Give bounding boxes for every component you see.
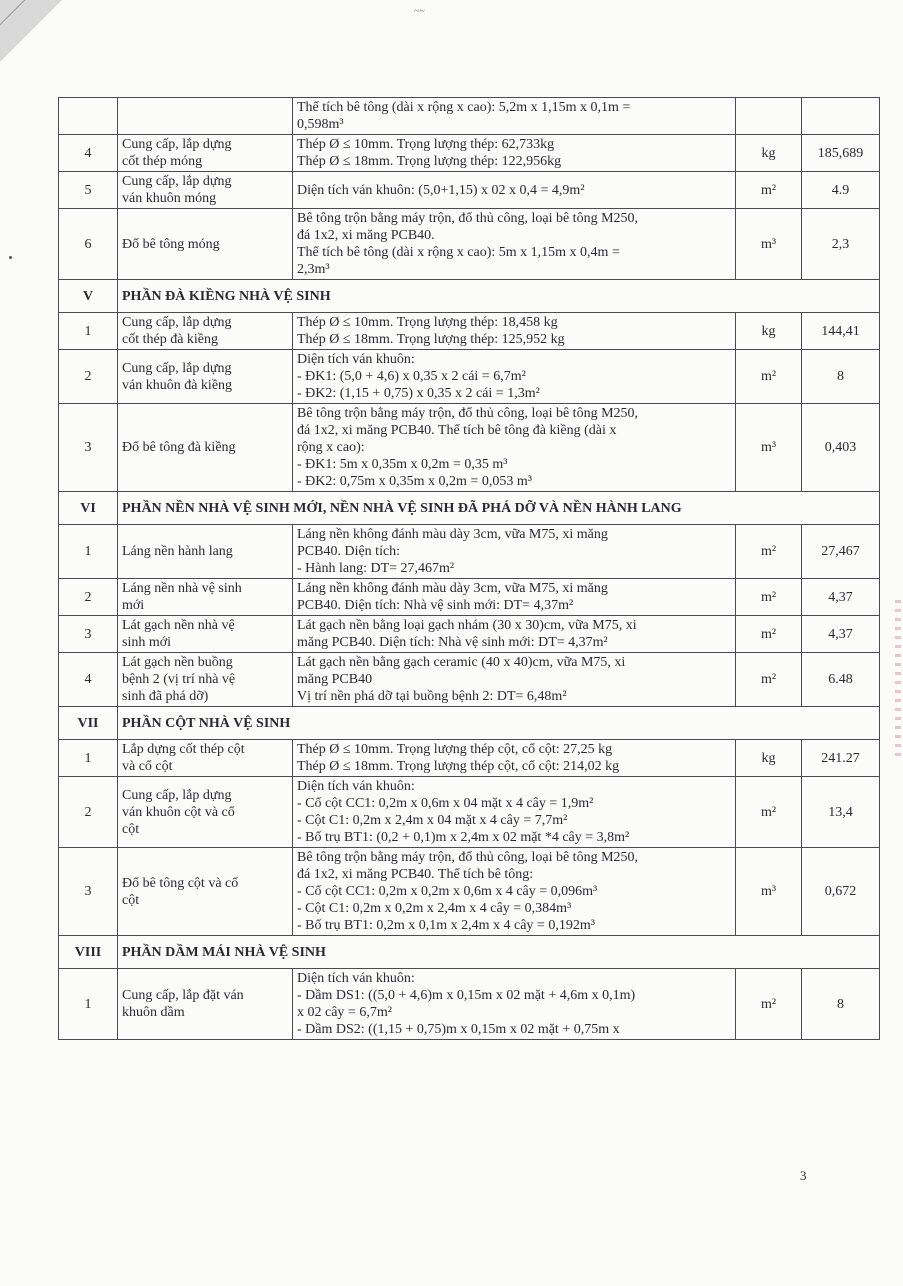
work-item-name bbox=[118, 172, 293, 209]
quantity-cell: 4,37 bbox=[802, 616, 880, 653]
table-row bbox=[59, 777, 880, 848]
description-line: Láng nền không đánh màu dày 3cm, vữa M75, xi măng bbox=[297, 581, 608, 596]
section-number: VI bbox=[59, 492, 118, 525]
table-row bbox=[59, 653, 880, 707]
description-line: Thép Ø ≤ 10mm. Trọng lượng thép: 62,733kg bbox=[297, 137, 555, 152]
work-item-name-line: ván khuôn móng bbox=[122, 191, 217, 206]
description-line: - ĐK1: (5,0 + 4,6) x 0,35 x 2 cái = 6,7m² bbox=[297, 369, 526, 384]
scan-mark: ~~ bbox=[414, 6, 425, 17]
work-item-name-line: Lát gạch nền buồng bbox=[122, 655, 233, 670]
page-number: 3 bbox=[800, 1168, 807, 1183]
table-row bbox=[59, 172, 880, 209]
table-body bbox=[59, 98, 880, 1040]
description-line: Bê tông trộn bằng máy trộn, đổ thủ công, loại bê tông M250, bbox=[297, 211, 639, 226]
work-item-description bbox=[293, 404, 736, 492]
description-line: PCB40. Diện tích: bbox=[297, 544, 401, 559]
unit-cell bbox=[736, 98, 802, 135]
item-number: 2 bbox=[59, 579, 118, 616]
work-item-name-line: cốt thép đà kiềng bbox=[122, 332, 219, 347]
section-title: PHẦN CỘT NHÀ VỆ SINH bbox=[118, 707, 880, 740]
quantity-cell: 185,689 bbox=[802, 135, 880, 172]
work-item-name-line: ván khuôn cột và cổ bbox=[122, 804, 235, 820]
section-number: VIII bbox=[59, 936, 118, 969]
description-line: - Cổ cột CC1: 0,2m x 0,2m x 0,6m x 4 cây = 0,096m³ bbox=[297, 884, 598, 899]
work-item-description bbox=[293, 525, 736, 579]
unit-cell: m³ bbox=[736, 848, 802, 936]
quantity-cell bbox=[802, 98, 880, 135]
work-item-name-line: và cổ cột bbox=[122, 759, 173, 774]
work-item-description bbox=[293, 616, 736, 653]
quantity-cell: 13,4 bbox=[802, 777, 880, 848]
work-item-name bbox=[118, 777, 293, 848]
description-line: Diện tích ván khuôn: bbox=[297, 352, 415, 367]
description-line: Thép Ø ≤ 10mm. Trọng lượng thép cột, cổ cột: 27,25 kg bbox=[297, 742, 613, 757]
description-line: rộng x cao): bbox=[297, 440, 365, 455]
work-item-name bbox=[118, 98, 293, 135]
work-item-name-line: ván khuôn đà kiềng bbox=[122, 377, 233, 393]
description-line: Thể tích bê tông (dài x rộng x cao): 5m x 1,15m x 0,4m = bbox=[297, 245, 620, 260]
item-number: 3 bbox=[59, 404, 118, 492]
description-line: PCB40. Diện tích: Nhà vệ sinh mới: DT= 4,37m² bbox=[297, 598, 574, 613]
table-row bbox=[59, 350, 880, 404]
work-item-name bbox=[118, 740, 293, 777]
unit-cell: m² bbox=[736, 653, 802, 707]
table-row bbox=[59, 404, 880, 492]
work-item-name-line: sinh đã phá dỡ) bbox=[122, 689, 209, 704]
work-item-name-line: Cung cấp, lắp đặt ván bbox=[122, 988, 244, 1003]
description-line: Lát gạch nền bằng gạch ceramic (40 x 40)cm, vữa M75, xi bbox=[297, 655, 626, 670]
description-line: - ĐK1: 5m x 0,35m x 0,2m = 0,35 m³ bbox=[297, 457, 508, 472]
description-line: Diện tích ván khuôn: bbox=[297, 971, 415, 986]
item-number: 1 bbox=[59, 525, 118, 579]
quantity-cell: 144,41 bbox=[802, 313, 880, 350]
work-item-name-line: Cung cấp, lắp dựng bbox=[122, 787, 232, 803]
description-line: Lát gạch nền bằng loại gạch nhám (30 x 30)cm, vữa M75, xi bbox=[297, 618, 637, 633]
item-number: 4 bbox=[59, 653, 118, 707]
description-line: - ĐK2: (1,15 + 0,75) x 0,35 x 2 cái = 1,3m² bbox=[297, 386, 540, 401]
item-number: 3 bbox=[59, 616, 118, 653]
work-item-description bbox=[293, 135, 736, 172]
quantity-cell: 0,403 bbox=[802, 404, 880, 492]
unit-cell: m² bbox=[736, 616, 802, 653]
work-item-description bbox=[293, 579, 736, 616]
work-item-name-line: sinh mới bbox=[122, 635, 172, 650]
quantity-cell: 0,672 bbox=[802, 848, 880, 936]
table-row bbox=[59, 579, 880, 616]
section-title: PHẦN ĐÀ KIỀNG NHÀ VỆ SINH bbox=[118, 280, 880, 313]
description-line: Bê tông trộn bằng máy trộn, đổ thủ công, loại bê tông M250, bbox=[297, 850, 639, 865]
item-number: 5 bbox=[59, 172, 118, 209]
work-item-name-line: cột bbox=[122, 821, 140, 837]
table-row bbox=[59, 98, 880, 135]
description-line: Láng nền không đánh màu dày 3cm, vữa M75, xi măng bbox=[297, 527, 608, 542]
unit-cell: m² bbox=[736, 579, 802, 616]
unit-cell: m² bbox=[736, 172, 802, 209]
table-row bbox=[59, 616, 880, 653]
quantity-cell: 8 bbox=[802, 969, 880, 1040]
description-line: x 02 cây = 6,7m² bbox=[297, 1005, 392, 1020]
work-item-name bbox=[118, 313, 293, 350]
section-number: VII bbox=[59, 707, 118, 740]
work-item-name-line: khuôn dầm bbox=[122, 1005, 185, 1020]
unit-cell: kg bbox=[736, 740, 802, 777]
item-number: 1 bbox=[59, 969, 118, 1040]
work-item-name-line: bệnh 2 (vị trí nhà vệ bbox=[122, 672, 236, 687]
description-line: - Bổ trụ BT1: (0,2 + 0,1)m x 2,4m x 02 mặt *4 cây = 3,8m² bbox=[297, 830, 630, 845]
quantity-cell: 27,467 bbox=[802, 525, 880, 579]
work-item-name bbox=[118, 653, 293, 707]
table-row bbox=[59, 313, 880, 350]
description-line: - Dầm DS2: ((1,15 + 0,75)m x 0,15m x 02 mặt + 0,75m x bbox=[297, 1022, 620, 1037]
table-row bbox=[59, 848, 880, 936]
work-item-name bbox=[118, 848, 293, 936]
work-item-name-line: Đổ bê tông đà kiềng bbox=[122, 440, 236, 455]
section-title: PHẦN NỀN NHÀ VỆ SINH MỚI, NỀN NHÀ VỆ SINH ĐÃ PHÁ DỠ VÀ NỀN HÀNH LANG bbox=[118, 492, 880, 525]
item-number: 1 bbox=[59, 313, 118, 350]
unit-cell: kg bbox=[736, 135, 802, 172]
item-number: 2 bbox=[59, 777, 118, 848]
section-row bbox=[59, 280, 880, 313]
page-corner-fold bbox=[0, 0, 62, 62]
work-item-name-line: Cung cấp, lắp dựng bbox=[122, 360, 232, 376]
section-title: PHẦN DẦM MÁI NHÀ VỆ SINH bbox=[118, 936, 880, 969]
description-line: 0,598m³ bbox=[297, 117, 344, 132]
section-row bbox=[59, 492, 880, 525]
description-line: - Bổ trụ BT1: 0,2m x 0,1m x 2,4m x 4 cây = 0,192m³ bbox=[297, 918, 595, 933]
work-item-name bbox=[118, 579, 293, 616]
description-line: đá 1x2, xi măng PCB40. Thể tích bê tông: bbox=[297, 867, 534, 882]
description-line: Thép Ø ≤ 18mm. Trọng lượng thép cột, cổ cột: 214,02 kg bbox=[297, 759, 620, 774]
section-number: V bbox=[59, 280, 118, 313]
unit-cell: m² bbox=[736, 777, 802, 848]
work-item-name-line: Lát gạch nền nhà vệ bbox=[122, 618, 235, 633]
table-row bbox=[59, 209, 880, 280]
table-row bbox=[59, 969, 880, 1040]
quantity-cell: 241.27 bbox=[802, 740, 880, 777]
description-line: - ĐK2: 0,75m x 0,35m x 0,2m = 0,053 m³ bbox=[297, 474, 532, 489]
work-item-name bbox=[118, 404, 293, 492]
quantity-cell: 2,3 bbox=[802, 209, 880, 280]
work-item-name-line: cột bbox=[122, 892, 140, 908]
description-line: - Cột C1: 0,2m x 2,4m x 04 mặt x 4 cây = 7,7m² bbox=[297, 813, 568, 828]
work-item-name-line: Đổ bê tông móng bbox=[122, 236, 220, 252]
work-item-description bbox=[293, 848, 736, 936]
table-row bbox=[59, 525, 880, 579]
item-number: 4 bbox=[59, 135, 118, 172]
work-item-name bbox=[118, 209, 293, 280]
section-row bbox=[59, 707, 880, 740]
item-number bbox=[59, 98, 118, 135]
description-line: Thể tích bê tông (dài x rộng x cao): 5,2m x 1,15m x 0,1m = bbox=[297, 100, 631, 115]
item-number: 3 bbox=[59, 848, 118, 936]
work-item-description bbox=[293, 969, 736, 1040]
work-item-description bbox=[293, 209, 736, 280]
work-item-description bbox=[293, 653, 736, 707]
unit-cell: m² bbox=[736, 350, 802, 404]
work-item-description bbox=[293, 313, 736, 350]
description-line: Thép Ø ≤ 18mm. Trọng lượng thép: 122,956kg bbox=[297, 154, 562, 169]
item-number: 6 bbox=[59, 209, 118, 280]
work-item-name-line: Đổ bê tông cột và cổ bbox=[122, 875, 239, 891]
work-item-name bbox=[118, 525, 293, 579]
quantity-cell: 6.48 bbox=[802, 653, 880, 707]
work-item-name bbox=[118, 350, 293, 404]
work-item-name-line: mới bbox=[122, 598, 145, 613]
unit-cell: m³ bbox=[736, 404, 802, 492]
description-line: - Cổ cột CC1: 0,2m x 0,6m x 04 mặt x 4 cây = 1,9m² bbox=[297, 796, 594, 811]
description-line: măng PCB40 bbox=[297, 672, 373, 687]
unit-cell: kg bbox=[736, 313, 802, 350]
work-item-name-line: Lắp dựng cốt thép cột bbox=[122, 742, 245, 757]
quantity-cell: 4.9 bbox=[802, 172, 880, 209]
work-item-name bbox=[118, 969, 293, 1040]
scan-speck bbox=[9, 256, 12, 259]
table-row bbox=[59, 740, 880, 777]
work-item-name-line: Cung cấp, lắp dựng bbox=[122, 315, 232, 330]
description-line: Diện tích ván khuôn: bbox=[297, 779, 415, 794]
item-number: 1 bbox=[59, 740, 118, 777]
description-line: Diện tích ván khuôn: (5,0+1,15) x 02 x 0,4 = 4,9m² bbox=[297, 182, 585, 198]
description-line: Vị trí nền phá dỡ tại buồng bệnh 2: DT= 6,48m² bbox=[297, 689, 567, 704]
description-line: măng PCB40. Diện tích: Nhà vệ sinh mới: DT= 4,37m² bbox=[297, 635, 608, 650]
description-line: đá 1x2, xi măng PCB40. bbox=[297, 228, 435, 243]
bill-of-quantities-table bbox=[58, 97, 880, 1040]
margin-stamp-bleed bbox=[895, 600, 901, 760]
work-item-description bbox=[293, 777, 736, 848]
description-line: 2,3m³ bbox=[297, 262, 330, 277]
description-line: Thép Ø ≤ 18mm. Trọng lượng thép: 125,952 kg bbox=[297, 332, 565, 347]
description-line: - Dầm DS1: ((5,0 + 4,6)m x 0,15m x 02 mặt + 4,6m x 0,1m) bbox=[297, 988, 636, 1003]
description-line: đá 1x2, xi măng PCB40. Thể tích bê tông đà kiềng (dài x bbox=[297, 423, 617, 438]
item-number: 2 bbox=[59, 350, 118, 404]
work-item-name-line: Láng nền nhà vệ sinh bbox=[122, 581, 242, 596]
work-item-name bbox=[118, 135, 293, 172]
description-line: - Cột C1: 0,2m x 0,2m x 2,4m x 4 cây = 0,384m³ bbox=[297, 901, 572, 916]
quantity-cell: 4,37 bbox=[802, 579, 880, 616]
unit-cell: m² bbox=[736, 969, 802, 1040]
unit-cell: m² bbox=[736, 525, 802, 579]
description-line: Thép Ø ≤ 10mm. Trọng lượng thép: 18,458 kg bbox=[297, 315, 558, 330]
table-row bbox=[59, 135, 880, 172]
work-item-name-line: Cung cấp, lắp dựng bbox=[122, 137, 232, 152]
work-item-description bbox=[293, 172, 736, 209]
section-row bbox=[59, 936, 880, 969]
unit-cell: m³ bbox=[736, 209, 802, 280]
work-item-description bbox=[293, 98, 736, 135]
work-item-name-line: cốt thép móng bbox=[122, 154, 203, 169]
description-line: - Hành lang: DT= 27,467m² bbox=[297, 561, 455, 576]
work-item-name-line: Láng nền hành lang bbox=[122, 544, 233, 559]
work-item-name bbox=[118, 616, 293, 653]
description-line: Bê tông trộn bằng máy trộn, đổ thủ công, loại bê tông M250, bbox=[297, 406, 639, 421]
work-item-name-line: Cung cấp, lắp dựng bbox=[122, 174, 232, 189]
work-item-description bbox=[293, 740, 736, 777]
quantity-cell: 8 bbox=[802, 350, 880, 404]
work-item-description bbox=[293, 350, 736, 404]
